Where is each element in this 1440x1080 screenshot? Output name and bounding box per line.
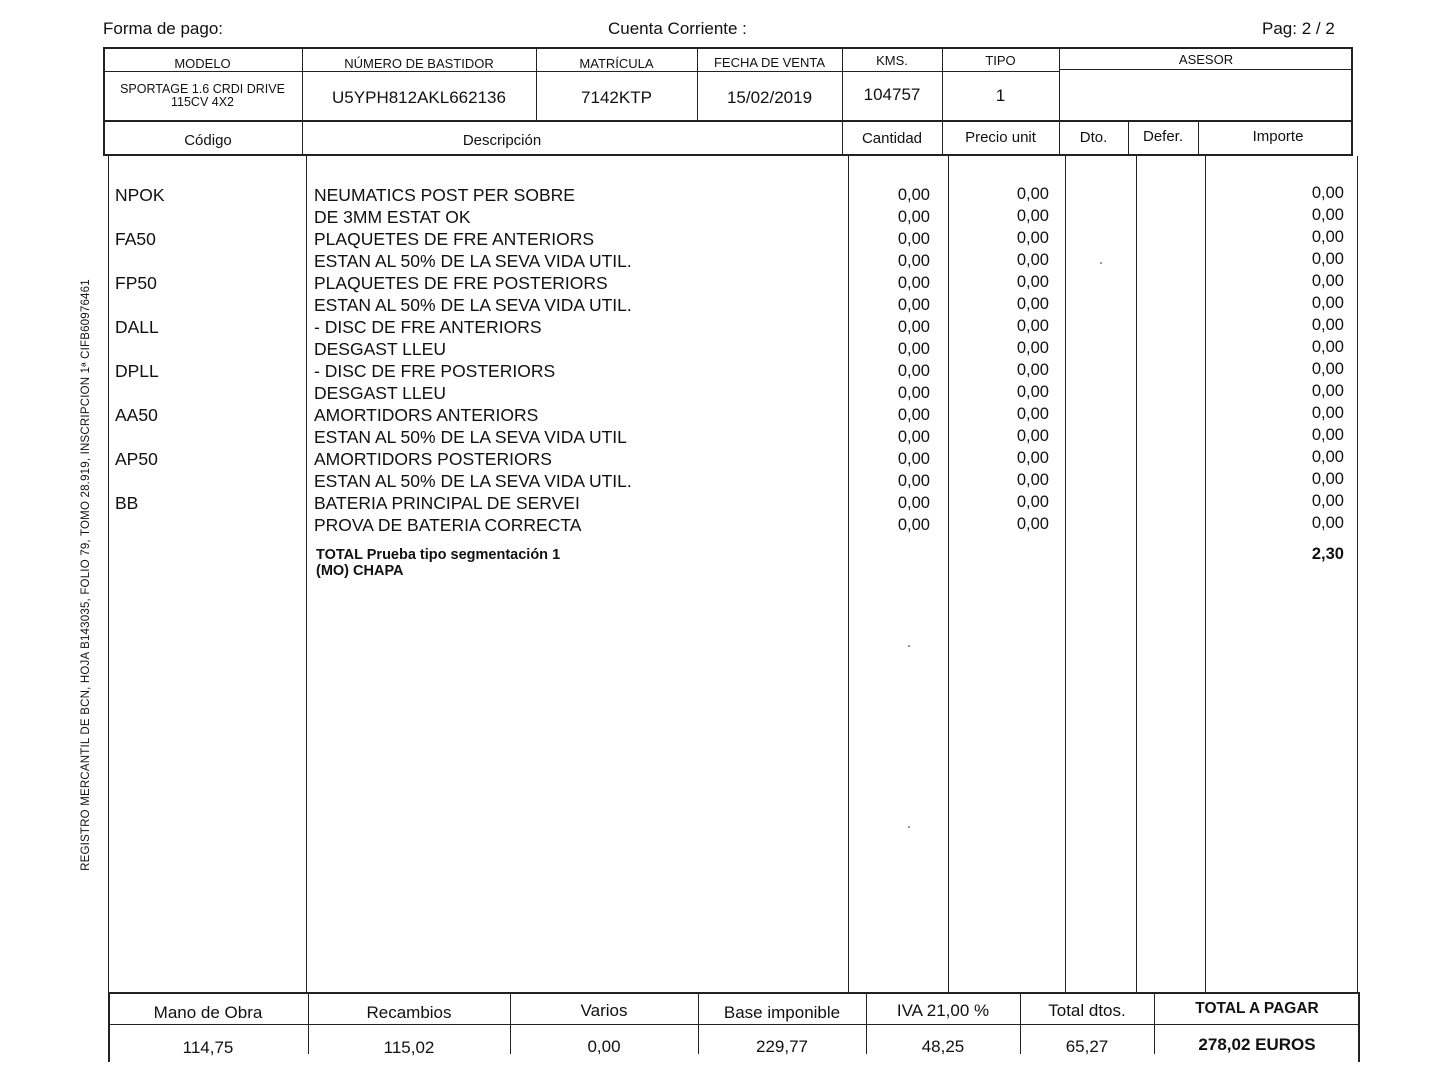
line-amount: 0,00 [1311,514,1344,532]
line-amount: 0,00 [1311,470,1344,488]
line-quantity: 0,00 [897,340,930,358]
header-kms: KMS. [876,53,908,68]
line-quantity: 0,00 [897,406,930,424]
line-code: AA50 [115,405,158,425]
header-asesor: ASESOR [1178,52,1234,67]
line-unit-price: 0,00 [1016,251,1049,269]
line-quantity: 0,00 [897,428,930,446]
col-importe: Importe [1252,128,1304,145]
line-unit-price: 0,00 [1016,273,1049,291]
footer-value-total-pagar: 278,02 EUROS [1198,1035,1316,1054]
line-quantity: 0,00 [897,230,930,248]
line-code: DPLL [115,361,159,381]
vehicle-type: 1 [995,86,1006,105]
line-quantity: 0,00 [897,516,930,534]
footer-label-iva: IVA 21,00 % [896,1001,990,1020]
line-quantity: 0,00 [897,252,930,270]
footer-value-total-dtos: 65,27 [1065,1037,1109,1056]
line-amount: 0,00 [1311,272,1344,290]
line-amount: 0,00 [1311,404,1344,422]
col-descripcion: Descripción [462,132,542,149]
line-description: DESGAST LLEU [314,383,446,403]
line-amount: 0,00 [1311,206,1344,224]
line-unit-price: 0,00 [1016,405,1049,423]
footer-value-base-imponible: 229,77 [756,1037,808,1056]
header-tipo: TIPO [985,53,1016,68]
footer-label-varios: Varios [580,1001,628,1020]
line-description: ESTAN AL 50% DE LA SEVA VIDA UTIL. [314,471,632,491]
prices-column [960,183,1049,535]
line-quantity: 0,00 [897,384,930,402]
col-cantidad: Cantidad [861,130,923,147]
line-description: ESTAN AL 50% DE LA SEVA VIDA UTIL [314,427,627,447]
header-matricula: MATRÍCULA [579,56,654,71]
line-amount: 0,00 [1311,338,1344,356]
line-description: PROVA DE BATERIA CORRECTA [314,515,582,535]
segment-total-description: TOTAL Prueba tipo segmentación 1 (MO) CHAPA [316,547,561,579]
line-unit-price: 0,00 [1016,229,1049,247]
line-amount: 0,00 [1311,492,1344,510]
line-amount: 0,00 [1311,382,1344,400]
line-unit-price: 0,00 [1016,515,1049,533]
line-code: DALL [115,317,159,337]
line-description: AMORTIDORS ANTERIORS [314,405,539,425]
footer-value-iva: 48,25 [921,1037,965,1056]
codes-column [115,184,295,536]
line-quantity: 0,00 [897,362,930,380]
col-dto: Dto. [1079,129,1108,146]
segment-total-amount: 2,30 [1311,545,1344,563]
line-description: - DISC DE FRE ANTERIORS [314,317,542,337]
line-amount: 0,00 [1311,250,1344,268]
footer-label-mano-obra: Mano de Obra [153,1003,263,1022]
footer-label-base-imponible: Base imponible [723,1003,841,1022]
line-unit-price: 0,00 [1016,295,1049,313]
quantities-column [850,184,930,536]
footer-value-mano-obra: 114,75 [182,1038,234,1057]
line-unit-price: 0,00 [1016,471,1049,489]
line-unit-price: 0,00 [1016,449,1049,467]
account-label: Cuenta Corriente : [608,19,747,38]
line-unit-price: 0,00 [1016,185,1049,203]
header-numero-bastidor: NÚMERO DE BASTIDOR [344,56,494,71]
line-quantity: 0,00 [897,186,930,204]
line-quantity: 0,00 [897,274,930,292]
line-description: ESTAN AL 50% DE LA SEVA VIDA UTIL. [314,295,632,315]
line-quantity: 0,00 [897,296,930,314]
line-code: FP50 [115,273,157,293]
line-code: NPOK [115,185,165,205]
footer-value-varios: 0,00 [587,1037,621,1056]
line-description: DE 3MM ESTAT OK [314,207,471,227]
col-codigo: Código [184,132,232,149]
col-precio-unit: Precio unit [965,129,1036,146]
line-quantity: 0,00 [897,494,930,512]
footer-label-total-pagar: TOTAL A PAGAR [1195,1000,1319,1017]
line-unit-price: 0,00 [1016,317,1049,335]
line-unit-price: 0,00 [1016,383,1049,401]
line-code: BB [115,493,139,513]
line-unit-price: 0,00 [1016,493,1049,511]
line-quantity: 0,00 [897,450,930,468]
line-description: PLAQUETES DE FRE ANTERIORS [314,229,595,249]
header-fecha-venta: FECHA DE VENTA [713,55,825,70]
line-unit-price: 0,00 [1016,207,1049,225]
footer-label-total-dtos: Total dtos. [1048,1001,1126,1020]
vehicle-plate: 7142KTP [581,88,652,107]
line-amount: 0,00 [1311,184,1344,202]
line-amount: 0,00 [1311,316,1344,334]
line-quantity: 0,00 [897,208,930,226]
line-amount: 0,00 [1311,228,1344,246]
line-unit-price: 0,00 [1016,339,1049,357]
line-amount: 0,00 [1311,360,1344,378]
col-defer: Defer. [1142,128,1184,145]
line-code: FA50 [115,229,156,249]
vehicle-sale-date: 15/02/2019 [726,88,813,107]
line-amount: 0,00 [1311,448,1344,466]
footer-label-recambios: Recambios [366,1003,452,1022]
payment-method-label: Forma de pago: [103,19,224,38]
descriptions-column [314,184,632,536]
line-unit-price: 0,00 [1016,427,1049,445]
line-code: AP50 [115,449,158,469]
vehicle-kms: 104757 [863,85,921,104]
amounts-column [1240,182,1344,534]
line-quantity: 0,00 [897,318,930,336]
line-unit-price: 0,00 [1016,361,1049,379]
registry-side-text: REGISTRO MERCANTIL DE BCN, HOJA B143035, FOLIO 79, TOMO 28.919, INSCRIPCION 1ª CIFB60976461 [80,279,92,871]
line-description: NEUMATICS POST PER SOBRE [314,185,575,205]
vehicle-header-divider [103,71,1060,72]
line-amount: 0,00 [1311,294,1344,312]
line-description: BATERIA PRINCIPAL DE SERVEI [314,493,580,513]
line-description: - DISC DE FRE POSTERIORS [314,361,556,381]
header-modelo: MODELO [174,56,231,71]
line-description: PLAQUETES DE FRE POSTERIORS [314,273,608,293]
footer-value-recambios: 115,02 [383,1038,435,1057]
line-description: ESTAN AL 50% DE LA SEVA VIDA UTIL. [314,251,632,271]
line-description: AMORTIDORS POSTERIORS [314,449,552,469]
vehicle-model: SPORTAGE 1.6 CRDI DRIVE 115CV 4X2 [120,82,285,109]
line-quantity: 0,00 [897,472,930,490]
line-description: DESGAST LLEU [314,339,446,359]
line-amount: 0,00 [1311,426,1344,444]
vehicle-vin: U5YPH812AKL662136 [332,88,506,107]
page-number: Pag: 2 / 2 [1262,19,1335,38]
